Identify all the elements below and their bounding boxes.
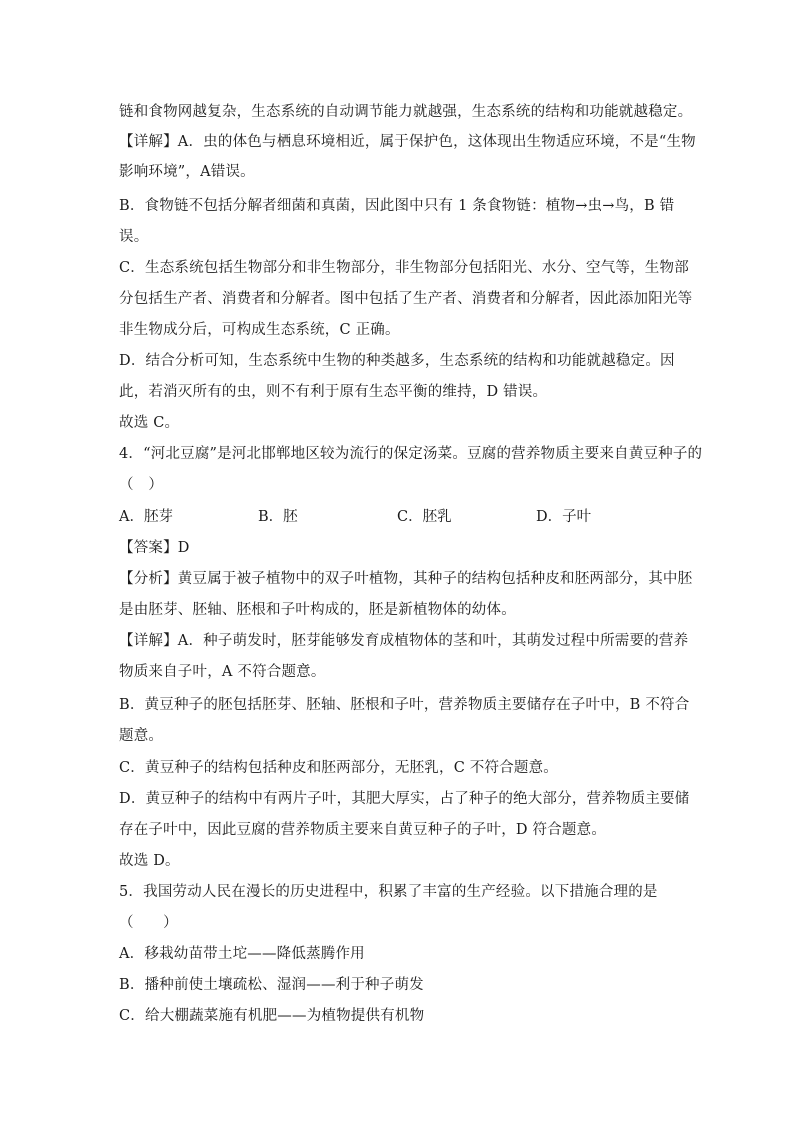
question-4-stem: 4．“河北豆腐”是河北邯郸地区较为流行的保定汤菜。豆腐的营养物质主要来自黄豆种子的	[119, 446, 703, 462]
text-line: 【分析】黄豆属于被子植物中的双子叶植物，其种子的结构包括种皮和胚两部分，其中胚	[119, 571, 693, 587]
text-line: D．黄豆种子的结构中有两片子叶，其肥大厚实，占了种子的绝大部分，营养物质主要储	[119, 791, 690, 807]
text-line: 链和食物网越复杂，生态系统的自动调节能力就越强，生态系统的结构和功能就越稳定。	[119, 104, 693, 120]
text-line: 影响环境”，A错误。	[119, 164, 255, 180]
text-line: 此，若消灭所有的虫，则不有利于原有生态平衡的维持，D 错误。	[119, 384, 548, 400]
option-b: B．胚	[258, 509, 298, 525]
option-d: D．子叶	[536, 509, 592, 525]
text-line: B．食物链不包括分解者细菌和真菌，因此图中只有 1 条食物链：植物→虫→鸟，B 错	[119, 198, 675, 214]
text-line: B．黄豆种子的胚包括胚芽、胚轴、胚根和子叶，营养物质主要储存在子叶中，B 不符合	[119, 697, 690, 713]
text-line: 题意。	[119, 728, 164, 744]
text-line: 分包括生产者、消费者和分解者。图中包括了生产者、消费者和分解者，因此添加阳光等	[119, 291, 693, 307]
answer-line: 【答案】D	[119, 540, 190, 556]
option-c: C．胚乳	[397, 509, 452, 525]
question-5-stem: 5．我国劳动人民在漫长的历史进程中，积累了丰富的生产经验。以下措施合理的是	[119, 884, 658, 900]
text-line: 故选 C。	[119, 415, 180, 431]
text-line: D．结合分析可知，生态系统中生物的种类越多，生态系统的结构和功能就越稳定。因	[119, 353, 675, 369]
text-line: 非生物成分后，可构成生态系统，C 正确。	[119, 322, 400, 338]
option-c: C．给大棚蔬菜施有机肥——为植物提供有机物	[119, 1008, 425, 1024]
text-line: 【详解】A．种子萌发时，胚芽能够发育成植物体的茎和叶，其萌发过程中所需要的营养	[119, 633, 689, 649]
text-line: C．黄豆种子的结构包括种皮和胚两部分，无胚乳，C 不符合题意。	[119, 760, 558, 776]
question-5-blank: （ ）	[119, 915, 178, 931]
option-b: B．播种前使土壤疏松、湿润——利于种子萌发	[119, 977, 424, 993]
text-line: 物质来自子叶，A 不符合题意。	[119, 664, 326, 680]
text-line: 是由胚芽、胚轴、胚根和子叶构成的，胚是新植物体的幼体。	[119, 602, 516, 618]
question-4-blank: （ ）	[119, 477, 164, 493]
text-line: 【详解】A．虫的体色与栖息环境相近，属于保护色，这体现出生物适应环境，不是“生物	[119, 134, 696, 150]
text-line: 误。	[119, 229, 149, 245]
text-line: 存在子叶中，因此豆腐的营养物质主要来自黄豆种子的子叶，D 符合题意。	[119, 822, 607, 838]
text-line: 故选 D。	[119, 853, 180, 869]
option-a: A．胚芽	[119, 509, 173, 525]
text-line: C．生态系统包括生物部分和非生物部分，非生物部分包括阳光、水分、空气等，生物部	[119, 260, 689, 276]
option-a: A．移栽幼苗带土坨——降低蒸腾作用	[119, 946, 365, 962]
